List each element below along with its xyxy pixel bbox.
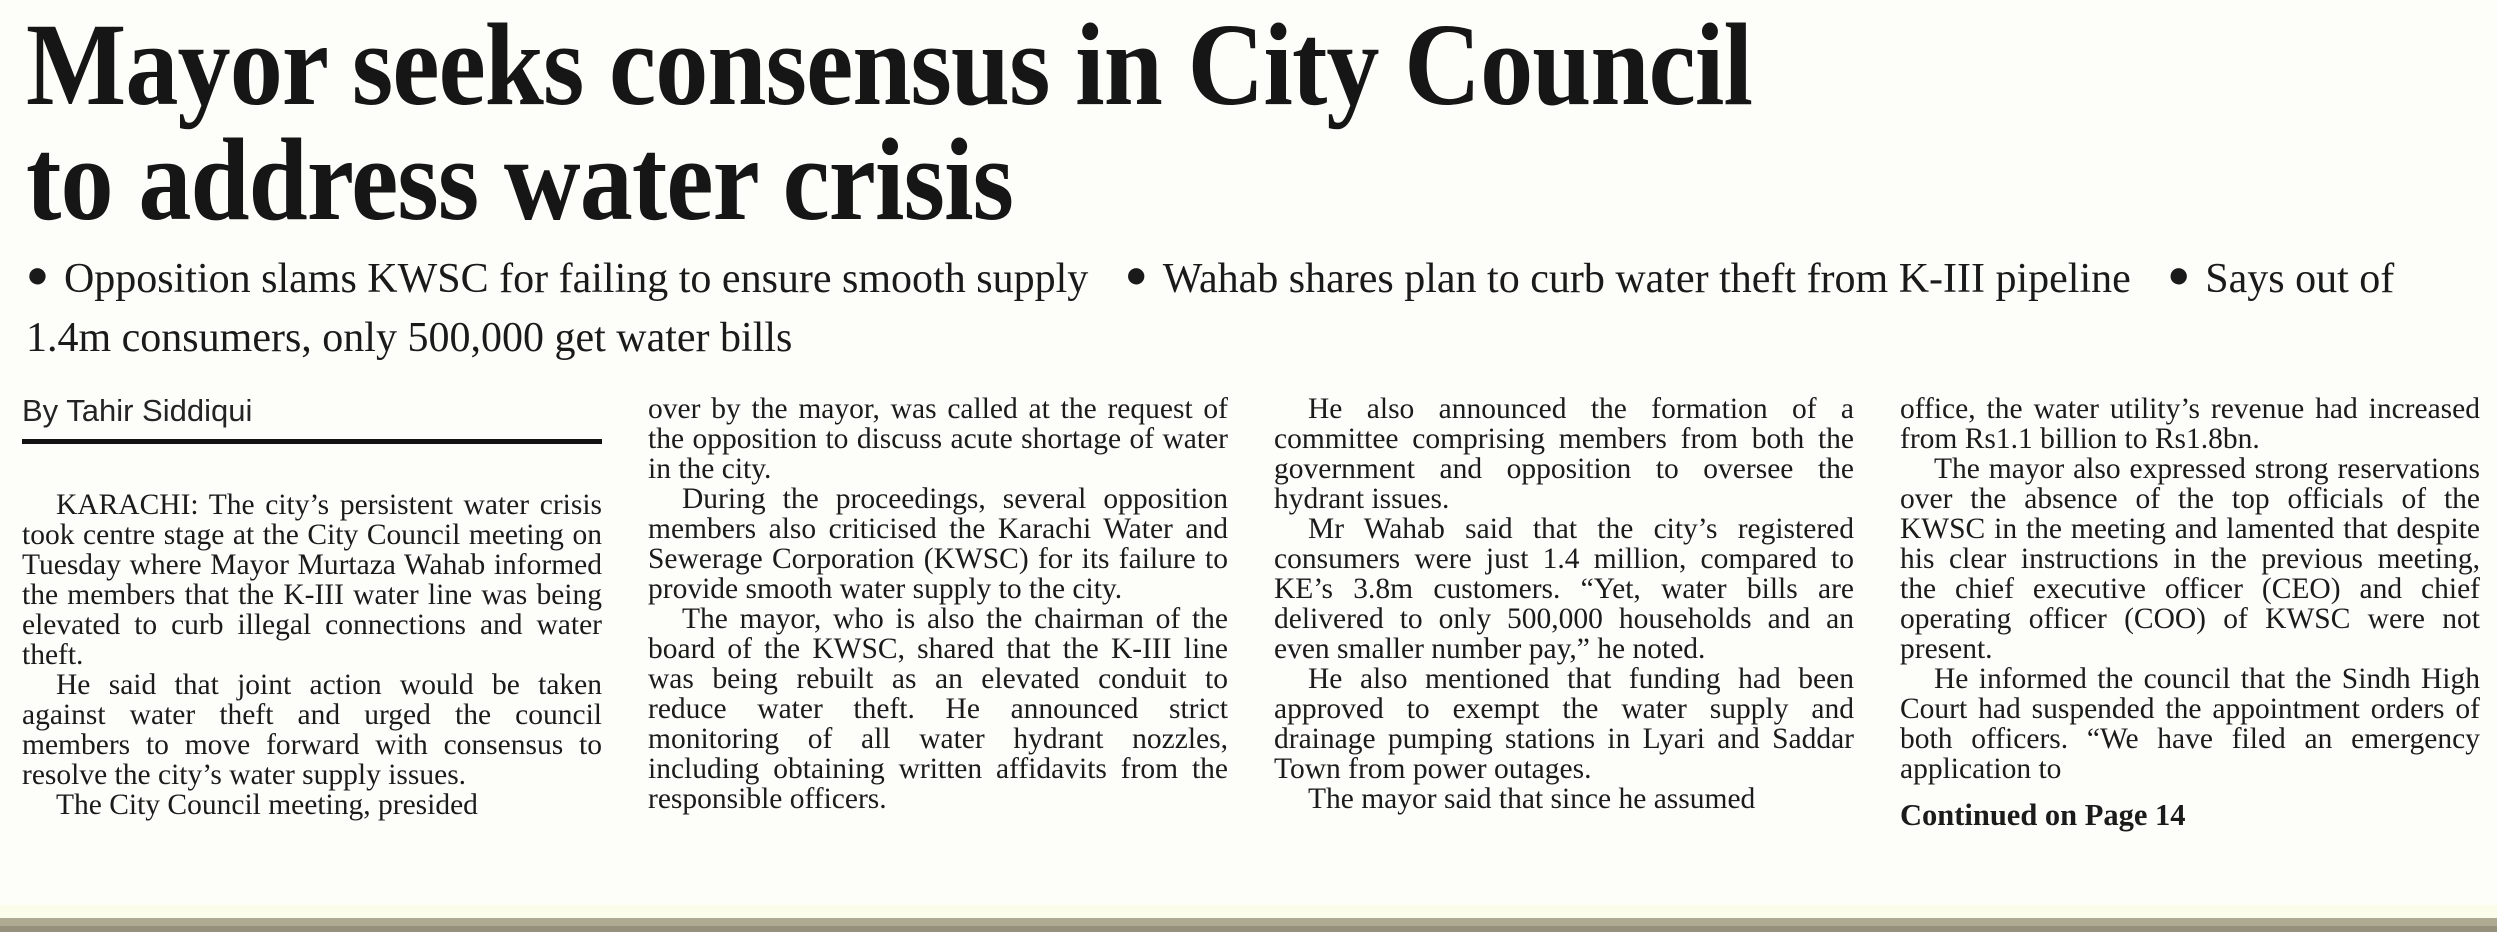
subhead-bullet-text: Says out of 1.4m consumers, only 500,000 get water bills [26,256,2395,361]
body-paragraph: over by the mayor, was called at the request of the opposition to discuss acute shortage of water in the city. [648,394,1228,485]
column-2 [648,394,1228,910]
column-3 [1274,394,1854,910]
body-paragraph: He also mentioned that funding had been approved to exempt the water supply and drainage pumping stations in Lyari and Saddar Town from power outages. [1274,663,1854,785]
page-bottom-edge [0,905,2497,932]
body-paragraph: KARACHI: The city’s persistent water crisis took centre stage at the City Council meeting on Tuesday where Mayor Murtaza Wahab informed the members that the K-III water line was being elevated to curb illegal connections and water theft. [22,489,602,671]
byline-block [22,394,602,444]
subhead-bullet-text: Wahab shares plan to curb water theft from K-III pipeline [1162,256,2131,302]
body-paragraph: The mayor, who is also the chairman of the board of the KWSC, shared that the K-III line was being rebuilt as an elevated conduit to reduce water theft. He announced strict monitoring of all water hydrant nozzles, including obtaining written affidavits from the responsible officers. [648,603,1228,815]
body-paragraph: The mayor said that since he assumed [1308,783,1756,815]
body-paragraph: He informed the council that the Sindh High Court had suspended the appointment orders of both officers. “We have filed an emergency application to [1900,663,2480,785]
headline-line-1: Mayor seeks consensus in City Council [26,0,1753,130]
bullet-icon: ● [1124,254,1148,296]
headline-line-2: to address water crisis [26,114,1014,245]
byline-rule [22,439,602,444]
continued-on-page-notice: Continued on Page 14 [1900,798,2186,832]
column-1 [22,394,602,910]
subhead-bullet [1125,256,2131,302]
column-4 [1900,394,2480,910]
body-paragraph: He also announced the formation of a committee comprising members from both the government and opposition to oversee the hydrant issues. [1274,394,1854,515]
bullet-icon: ● [2167,254,2191,296]
article-body [22,394,2480,910]
byline: By Tahir Siddiqui [22,394,253,428]
subhead-bullet-text: Opposition slams KWSC for failing to ensure smooth supply [63,256,1089,302]
body-paragraph: The mayor also expressed strong reservations over the absence of the top officials of the KWSC in the meeting and lamented that despite his clear instructions in the previous meeting, the chief executive officer (CEO) and chief operating officer (COO) of KWSC were not present. [1900,453,2480,665]
subhead-bullet-deck [26,250,2474,367]
body-paragraph: Mr Wahab said that the city’s registered consumers were just 1.4 million, compared to KE’s 3.8m customers. “Yet, water bills are delivered to only 500,000 households and an even smaller number pay,” he noted. [1274,513,1854,665]
bullet-icon: ● [26,254,49,296]
body-paragraph: The City Council meeting, presided [56,789,478,821]
body-paragraph: office, the water utility’s revenue had increased from Rs1.1 billion to Rs1.8bn. [1900,394,2480,455]
body-paragraph: During the proceedings, several opposition members also criticised the Karachi Water and Sewerage Corporation (KWSC) for its failure to provide smooth water supply to the city. [648,483,1228,605]
headline [26,0,1944,245]
subhead-bullet [26,256,1088,302]
body-paragraph: He said that joint action would be taken against water theft and urged the council members to move forward with consensus to resolve the city’s water supply issues. [22,669,602,791]
